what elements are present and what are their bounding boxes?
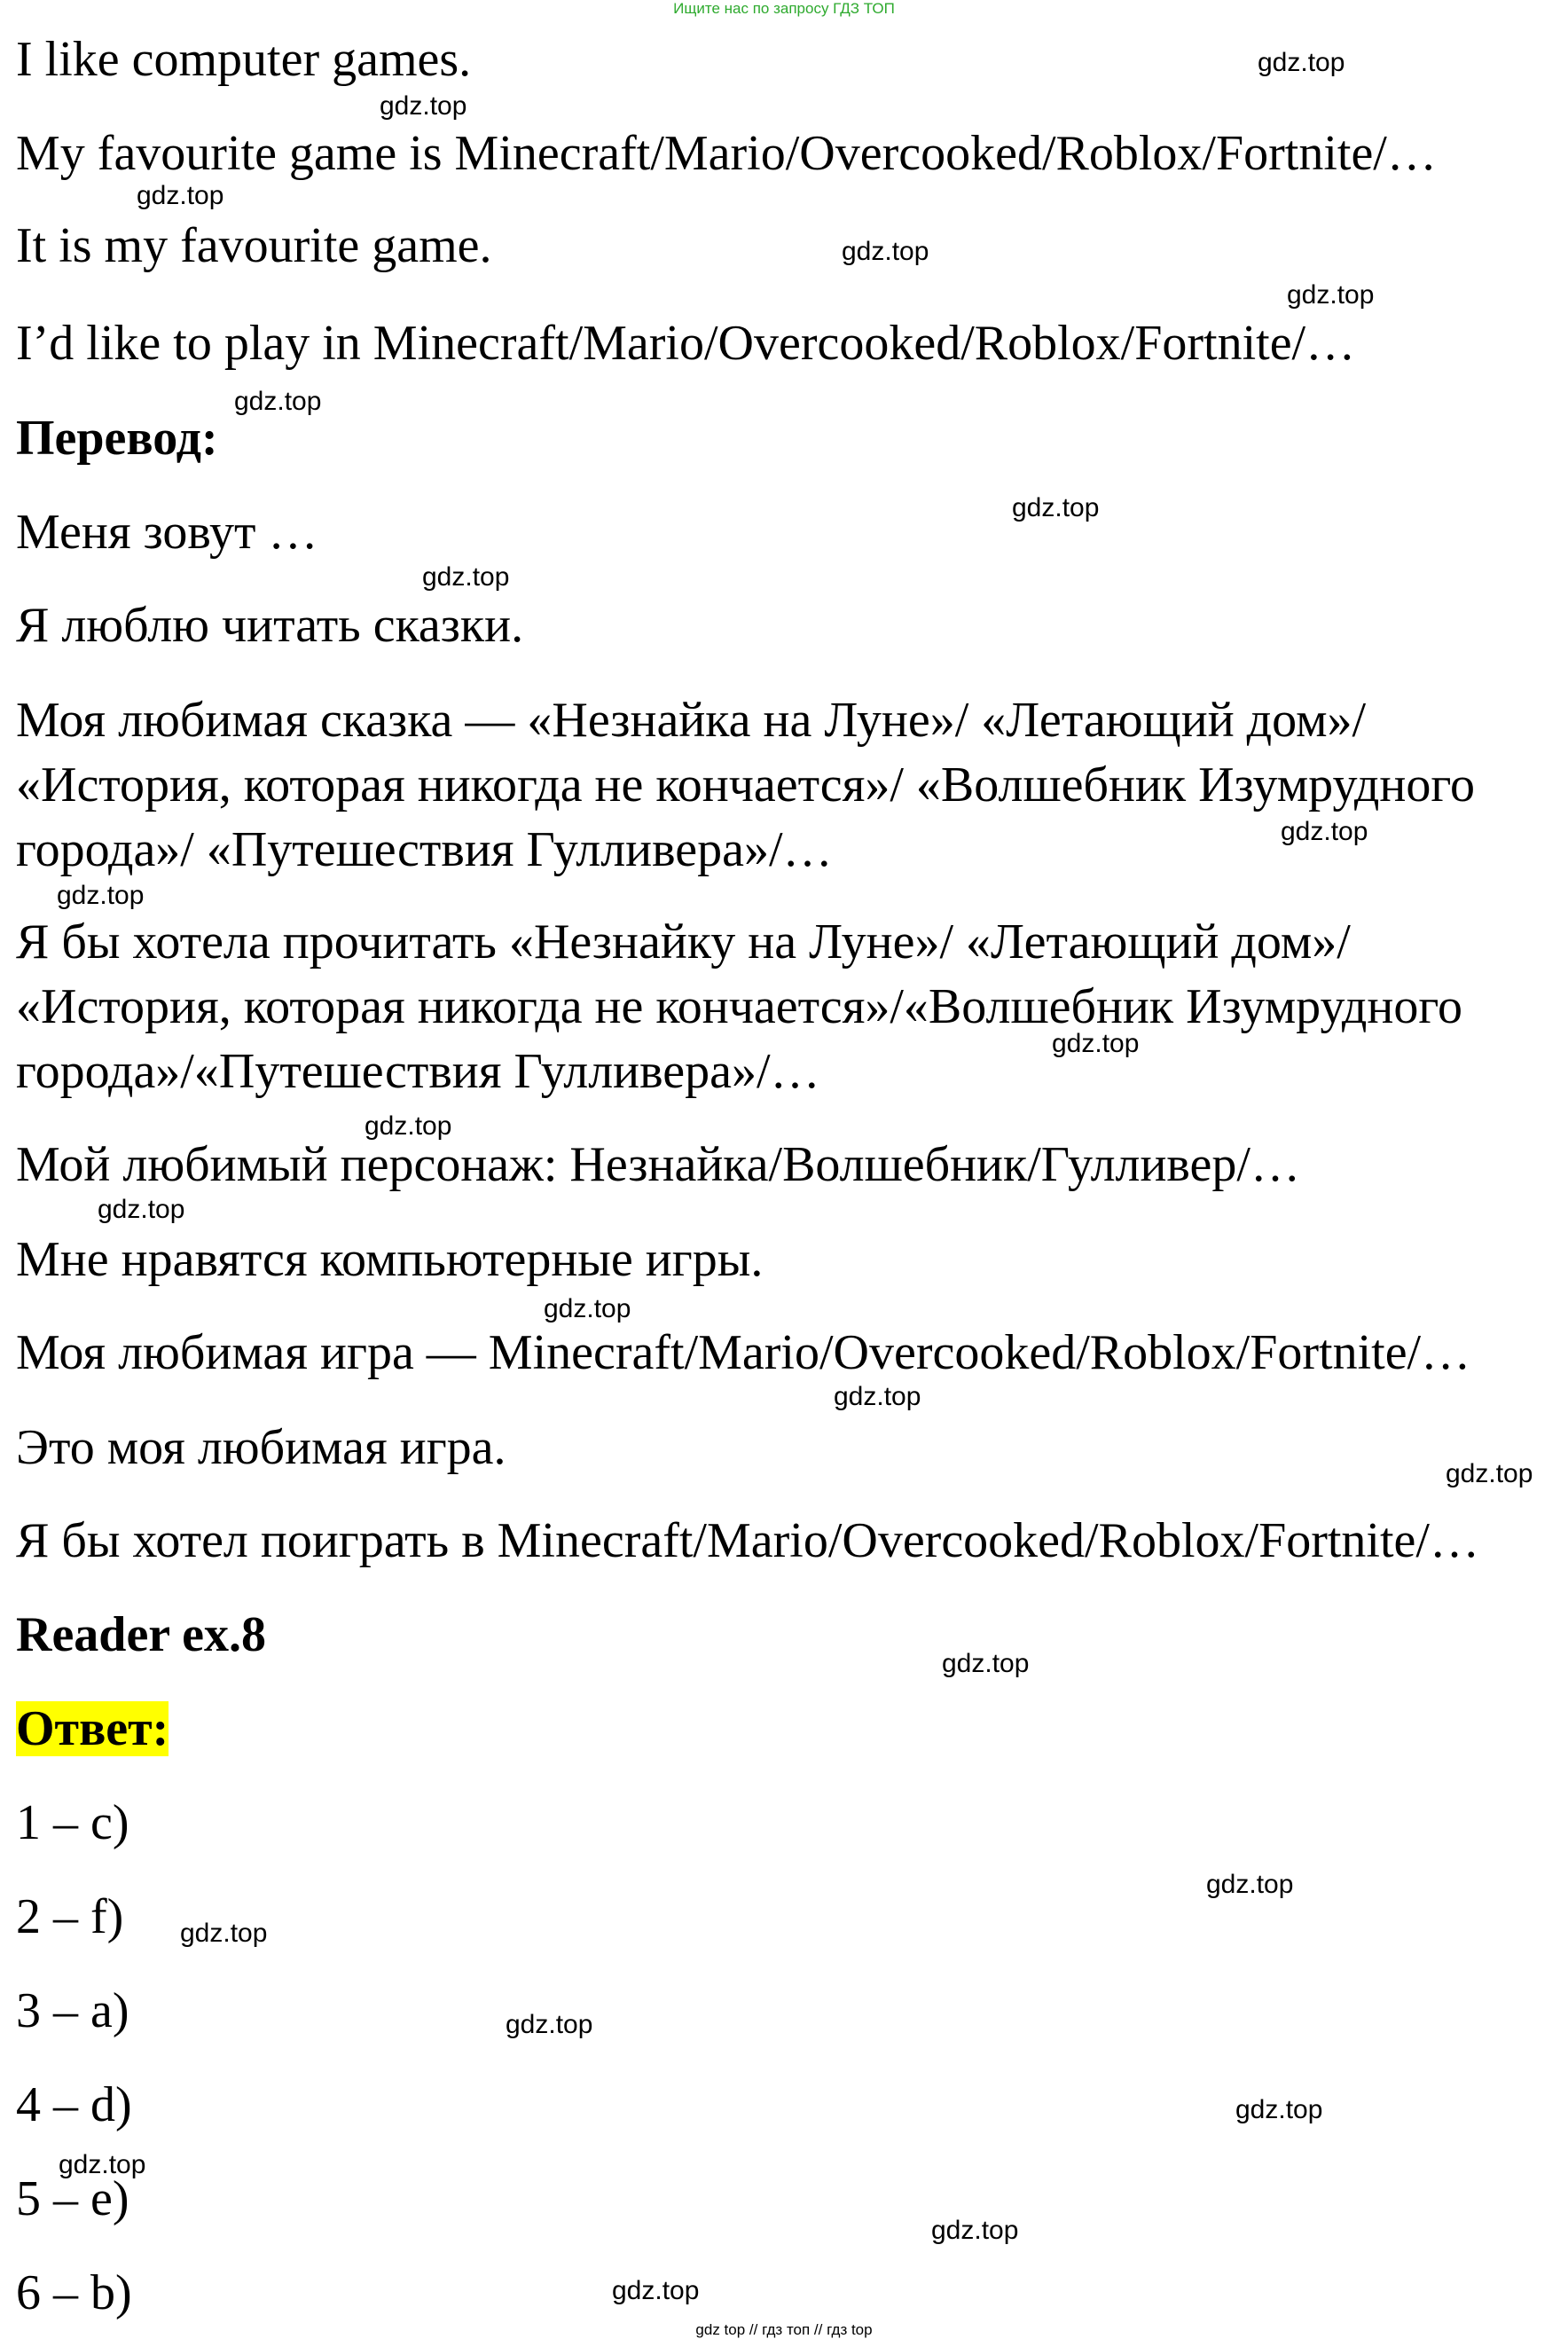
- text-line: Меня зовут …: [16, 505, 318, 560]
- answer-item: 2 – f): [16, 1889, 124, 1944]
- answer-item: 4 – d): [16, 2077, 132, 2132]
- text-line: Мой любимый персонаж: Незнайка/Волшебник/Гулливер/…: [16, 1137, 1300, 1192]
- answer-item: 1 – c): [16, 1795, 129, 1850]
- watermark: gdz.top: [612, 2276, 700, 2305]
- watermark: gdz.top: [544, 1294, 631, 1323]
- text-line: Мне нравятся компьютерные игры.: [16, 1232, 764, 1287]
- watermark: gdz.top: [234, 387, 322, 416]
- watermark: gdz.top: [1258, 48, 1345, 77]
- watermark: gdz.top: [137, 181, 224, 210]
- watermark: gdz.top: [57, 881, 145, 910]
- watermark: gdz.top: [1446, 1459, 1533, 1488]
- translation-heading: Перевод:: [16, 411, 218, 466]
- footer-watermark: gdz top // гдз топ // гдз top: [695, 2321, 873, 2338]
- text-line: «История, которая никогда не кончается»/ «Волшебник Изумрудного: [16, 757, 1475, 812]
- section-heading: Reader ex.8: [16, 1607, 266, 1662]
- watermark: gdz.top: [1052, 1029, 1140, 1058]
- watermark: gdz.top: [422, 562, 510, 592]
- text-line: Я бы хотел поиграть в Minecraft/Mario/Overcooked/Roblox/Fortnite/…: [16, 1513, 1479, 1568]
- answer-item: 3 – a): [16, 1983, 129, 2038]
- text-line: It is my favourite game.: [16, 218, 492, 273]
- answer-item: 6 – b): [16, 2265, 132, 2320]
- text-line: I’d like to play in Minecraft/Mario/Overcooked/Roblox/Fortnite/…: [16, 316, 1356, 371]
- watermark: gdz.top: [1287, 280, 1375, 310]
- text-line: Моя любимая игра — Minecraft/Mario/Overcooked/Roblox/Fortnite/…: [16, 1325, 1471, 1380]
- watermark: gdz.top: [931, 2216, 1019, 2245]
- answer-heading: [16, 1696, 169, 1762]
- watermark: gdz.top: [180, 1919, 268, 1948]
- text-line: «История, которая никогда не кончается»/«Волшебник Изумрудного: [16, 979, 1462, 1034]
- answer-label: Ответ:: [16, 1701, 169, 1756]
- watermark: gdz.top: [365, 1111, 452, 1141]
- text-line: Моя любимая сказка — «Незнайка на Луне»/ «Летающий дом»/: [16, 693, 1367, 748]
- text-line: города»/ «Путешествия Гулливера»/…: [16, 822, 833, 877]
- watermark: gdz.top: [380, 91, 467, 121]
- text-line: города»/«Путешествия Гулливера»/…: [16, 1044, 820, 1099]
- text-line: My favourite game is Minecraft/Mario/Overcooked/Roblox/Fortnite/…: [16, 126, 1437, 181]
- watermark: gdz.top: [98, 1195, 185, 1224]
- watermark: gdz.top: [1235, 2095, 1323, 2124]
- text-line: I like computer games.: [16, 32, 472, 87]
- text-line: Я бы хотела прочитать «Незнайку на Луне»/ «Летающий дом»/: [16, 914, 1351, 969]
- answer-item: 5 – e): [16, 2171, 129, 2226]
- top-search-link[interactable]: Ищите нас по запросу ГДЗ ТОП: [673, 0, 895, 17]
- watermark: gdz.top: [1206, 1870, 1294, 1899]
- watermark: gdz.top: [1012, 493, 1100, 522]
- watermark: gdz.top: [506, 2010, 593, 2039]
- text-line: Я люблю читать сказки.: [16, 598, 524, 653]
- text-line: Это моя любимая игра.: [16, 1420, 506, 1475]
- watermark: gdz.top: [1281, 817, 1368, 846]
- watermark: gdz.top: [942, 1649, 1030, 1678]
- watermark: gdz.top: [834, 1382, 921, 1411]
- watermark: gdz.top: [842, 237, 929, 266]
- watermark: gdz.top: [59, 2150, 146, 2179]
